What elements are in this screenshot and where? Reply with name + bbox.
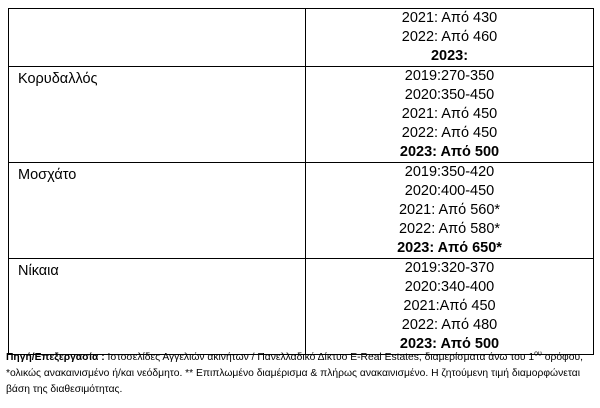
price-cell <box>306 163 594 259</box>
table-row <box>9 9 594 67</box>
price-line: 2022: Από 450 <box>401 125 498 141</box>
price-cell <box>306 67 594 163</box>
source-label: Πηγή/Επεξεργασία : <box>6 352 105 363</box>
price-table <box>8 8 594 355</box>
price-line: 2021: Από 450 <box>401 106 498 122</box>
price-line: 2019:320-370 <box>404 260 495 276</box>
area-name: Κορυδαλλός <box>9 67 306 163</box>
source-text-1: Ιστοσελίδες Αγγελιών ακινήτων / Πανελλαδικό Δίκτυο E-Real Estates, διαμερίσματα άνω του 1 <box>104 352 535 363</box>
price-line: 2023: <box>430 48 469 64</box>
price-line: 2023: Από 500 <box>399 336 500 352</box>
price-line: 2023: Από 500 <box>399 144 500 160</box>
price-line: 2021:Από 450 <box>403 298 496 314</box>
price-line: 2020:400-450 <box>404 183 495 199</box>
price-cell <box>306 9 594 67</box>
price-line: 2021: Από 430 <box>401 10 498 26</box>
area-name <box>9 9 306 67</box>
price-cell <box>306 259 594 355</box>
source-superscript: ου <box>534 350 542 358</box>
price-line: 2020:340-400 <box>404 279 495 295</box>
table-row <box>9 163 594 259</box>
price-line: 2022: Από 460 <box>401 29 498 45</box>
price-line: 2023: Από 650* <box>397 240 502 256</box>
source-text-2: ορόφου, *ολικώς ανακαινισμένο ή/και νεόδμητο. ** Επιπλωμένο διαμέρισμα & πλήρως ανακαινισμένο. Η ζητούμενη τιμή διαμορφώνεται βάση της διαθεσιμότητας. <box>6 352 583 395</box>
price-line: 2020:350-450 <box>404 87 495 103</box>
area-name: Νίκαια <box>9 259 306 355</box>
price-line: 2019:270-350 <box>404 68 495 84</box>
price-line: 2022: Από 580* <box>398 221 501 237</box>
table-row <box>9 67 594 163</box>
area-name: Μοσχάτο <box>9 163 306 259</box>
table-row <box>9 259 594 355</box>
price-line: 2022: Από 480 <box>401 317 498 333</box>
table-body <box>9 9 594 355</box>
price-line: 2021: Από 560* <box>398 202 501 218</box>
source-note <box>6 350 596 397</box>
price-line: 2019:350-420 <box>404 164 495 180</box>
